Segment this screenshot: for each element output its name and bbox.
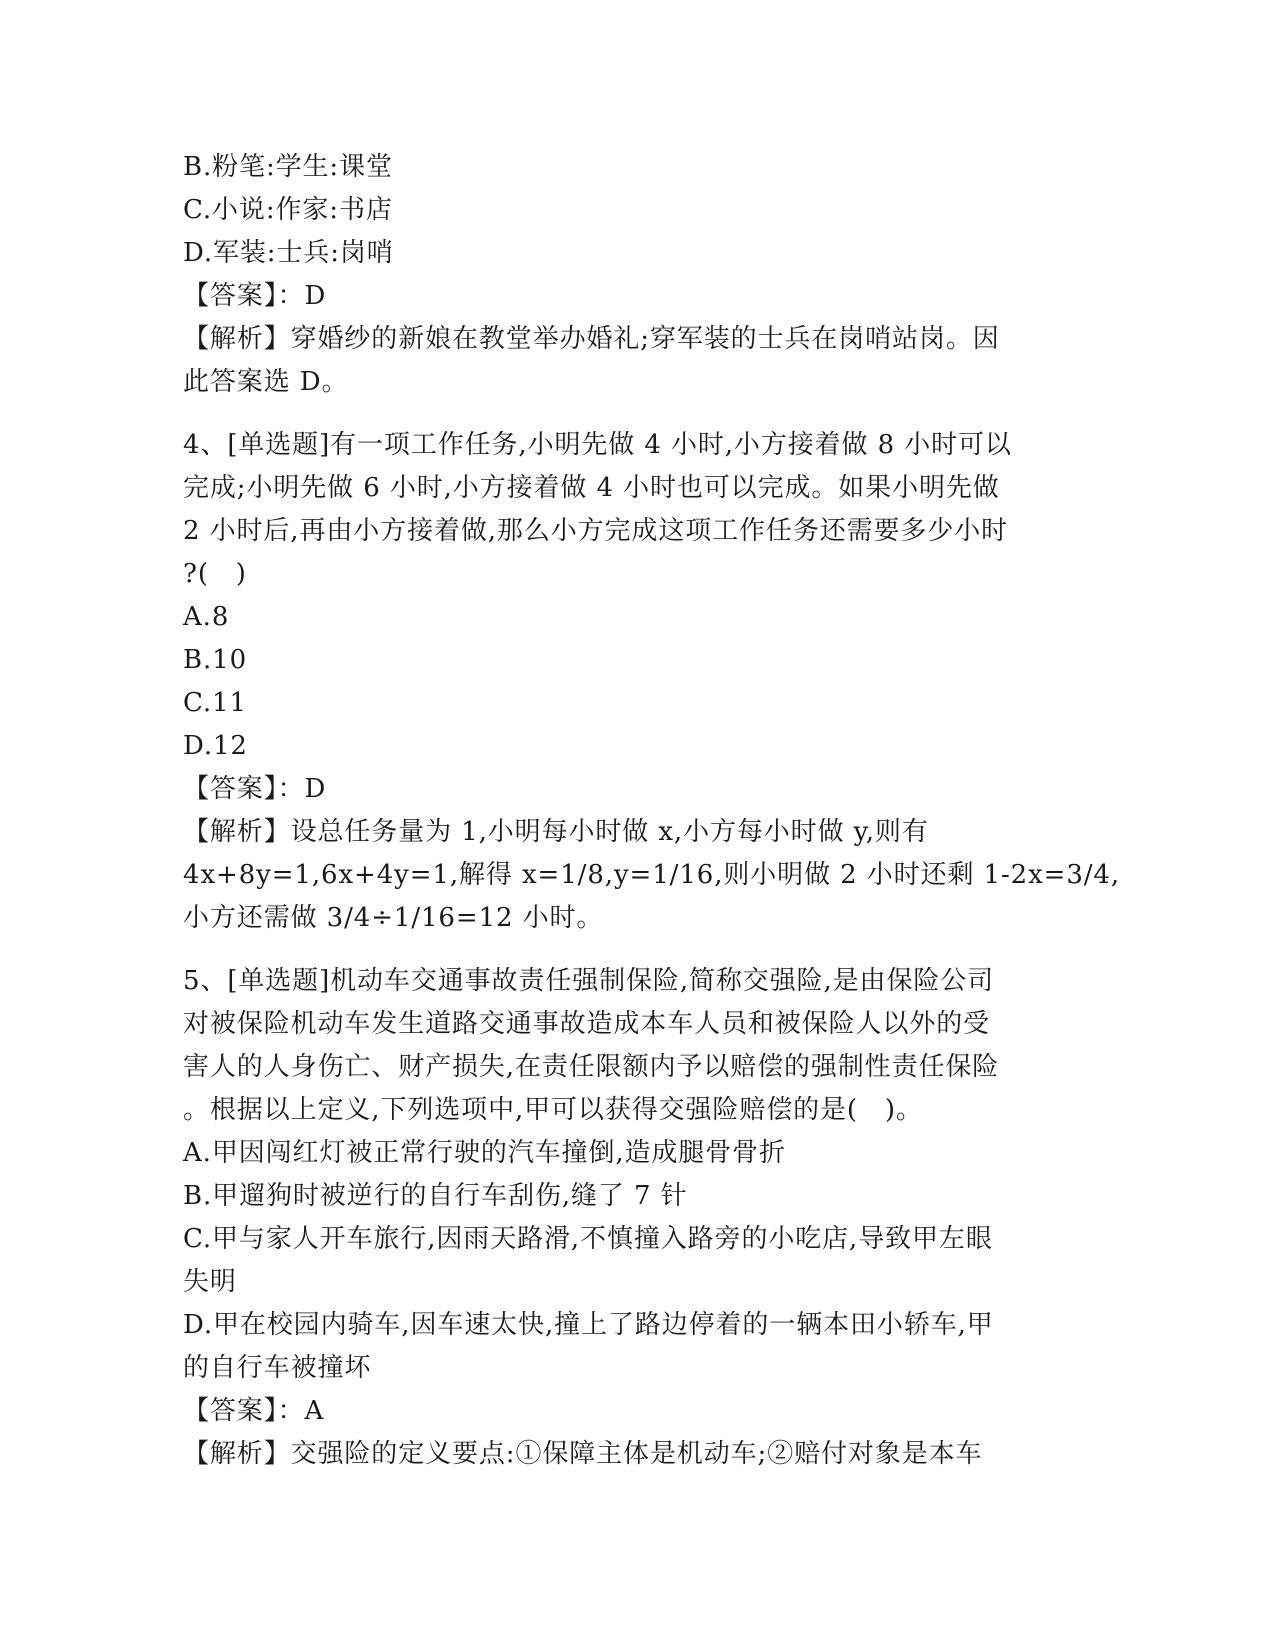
option-a: A.甲因闯红灯被正常行驶的汽车撞倒,造成腿骨骨折 — [183, 1138, 786, 1168]
question-5 — [183, 960, 1083, 1476]
question-stem-line: 2 小时后,再由小方接着做,那么小方完成这项工作任务还需要多少小时 — [183, 516, 1009, 546]
question-3-tail — [183, 146, 1083, 404]
analysis-line: 4x+8y=1,6x+4y=1,解得 x=1/8,y=1/16,则小明做 2 小时还剩 1-2x=3/4, — [183, 860, 1121, 890]
analysis-line: 【解析】穿婚纱的新娘在教堂举办婚礼;穿军装的士兵在岗哨站岗。因 — [183, 324, 1000, 354]
question-stem-line: 4、[单选题]有一项工作任务,小明先做 4 小时,小方接着做 8 小时可以 — [183, 430, 1012, 460]
answer: 【答案】：D — [183, 774, 327, 804]
question-stem-line: ?( ) — [183, 559, 247, 589]
option-c: C.甲与家人开车旅行,因雨天路滑,不慎撞入路旁的小吃店,导致甲左眼 — [183, 1224, 993, 1254]
analysis-line: 小方还需做 3/4÷1/16=12 小时。 — [183, 903, 604, 933]
answer: 【答案】：A — [183, 1396, 325, 1426]
option-d: D.军装:士兵:岗哨 — [183, 238, 394, 268]
analysis-line: 此答案选 D。 — [183, 367, 349, 397]
question-stem-line: 对被保险机动车发生道路交通事故造成本车人员和被保险人以外的受 — [183, 1009, 991, 1039]
question-stem-line: 害人的人身伤亡、财产损失,在责任限额内予以赔偿的强制性责任保险 — [183, 1052, 1000, 1082]
option-c: C.小说:作家:书店 — [183, 195, 393, 225]
option-a: A.8 — [183, 602, 230, 632]
question-stem-line: 完成;小明先做 6 小时,小方接着做 4 小时也可以完成。如果小明先做 — [183, 473, 1000, 503]
document-page — [183, 146, 1121, 1476]
option-d: D.甲在校园内骑车,因车速太快,撞上了路边停着的一辆本田小轿车,甲 — [183, 1310, 994, 1340]
option-c: C.11 — [183, 688, 247, 718]
option-b: B.10 — [183, 645, 248, 675]
option-b: B.粉笔:学生:课堂 — [183, 152, 393, 182]
question-4 — [183, 424, 1121, 940]
option-b: B.甲遛狗时被逆行的自行车刮伤,缝了 7 针 — [183, 1181, 688, 1211]
analysis-line: 【解析】交强险的定义要点:①保障主体是机动车;②赔付对象是本车 — [183, 1439, 983, 1469]
question-stem-line: 。根据以上定义,下列选项中,甲可以获得交强险赔偿的是( )。 — [183, 1095, 923, 1125]
analysis-line: 【解析】设总任务量为 1,小明每小时做 x,小方每小时做 y,则有 — [183, 817, 929, 847]
option-d: D.12 — [183, 731, 248, 761]
spacer — [183, 404, 1083, 424]
option-d-continued: 的自行车被撞坏 — [183, 1353, 372, 1383]
answer: 【答案】：D — [183, 281, 327, 311]
question-stem-line: 5、[单选题]机动车交通事故责任强制保险,简称交强险,是由保险公司 — [183, 966, 995, 996]
spacer — [183, 940, 1083, 960]
option-c-continued: 失明 — [183, 1267, 237, 1297]
